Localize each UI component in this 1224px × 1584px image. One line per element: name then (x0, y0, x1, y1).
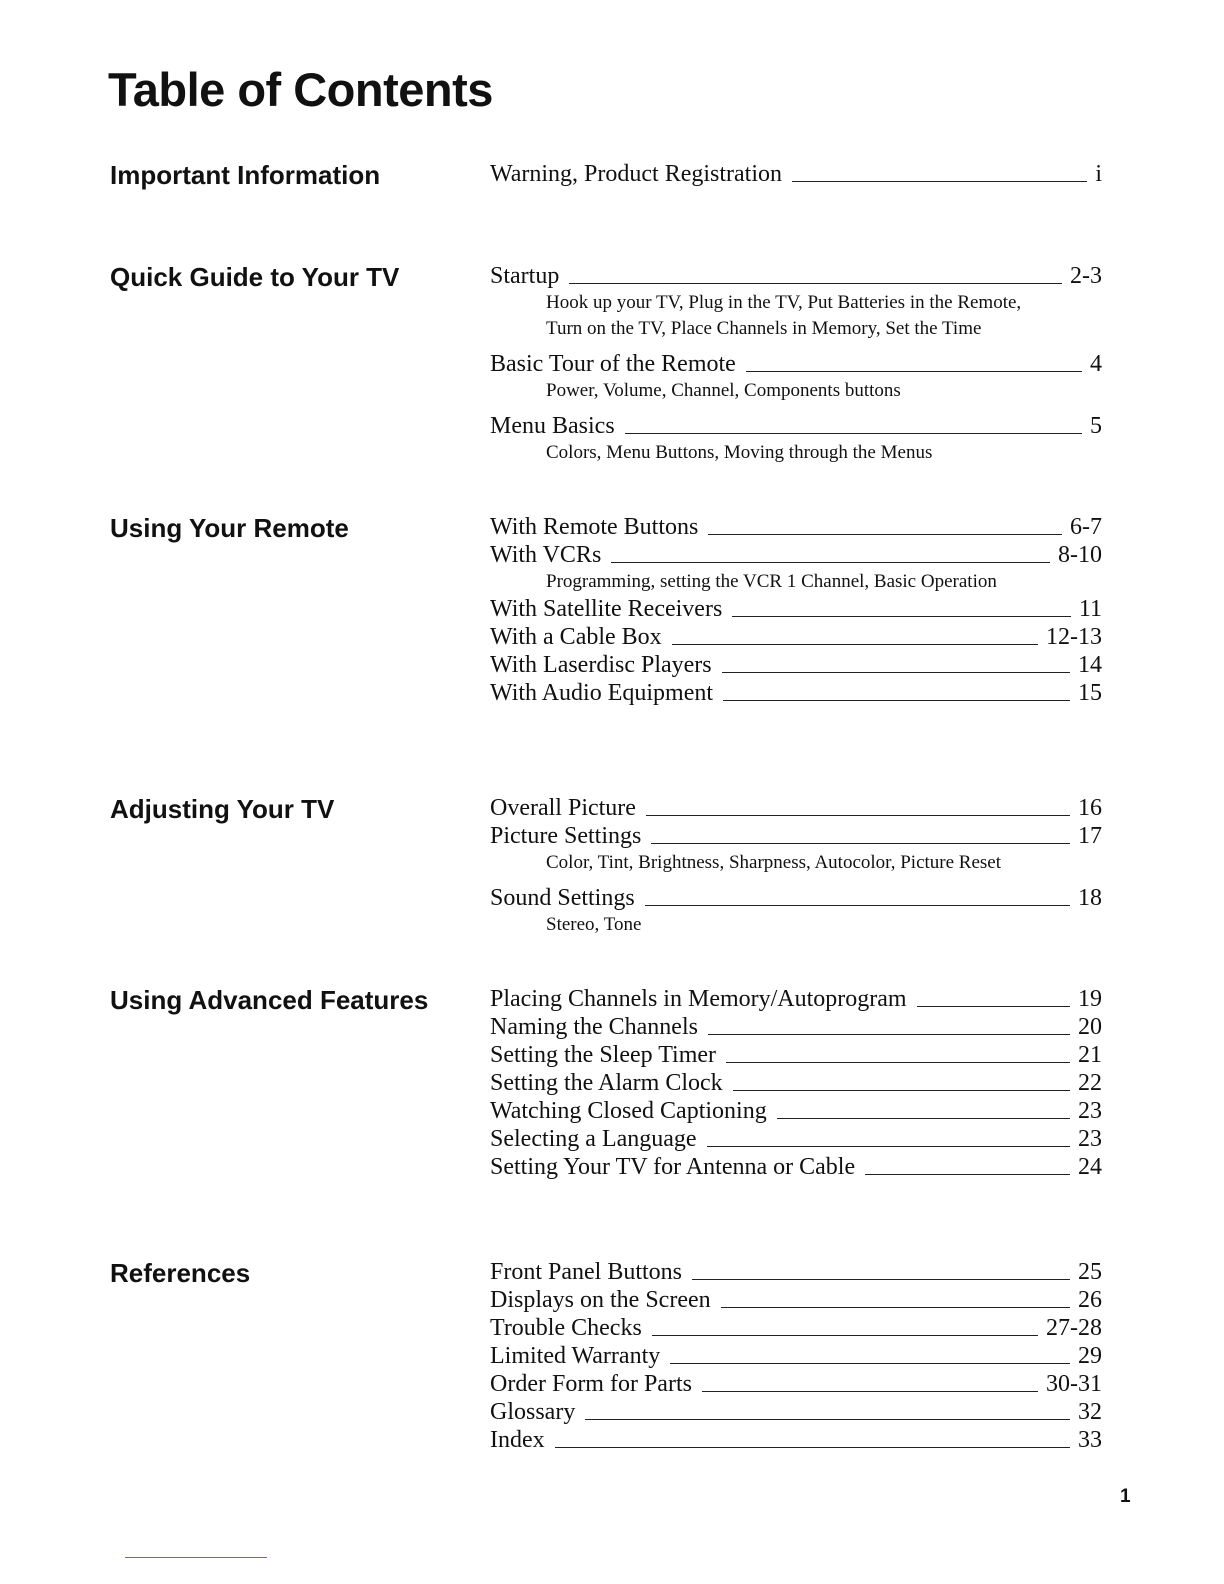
entry-page: 23 (1078, 1098, 1102, 1124)
entry-title: Selecting a Language (490, 1126, 697, 1152)
entry-page: 24 (1078, 1154, 1102, 1180)
section-heading: Adjusting Your TV (110, 794, 335, 824)
entry-title: With VCRs (490, 542, 602, 568)
toc-entry[interactable] (490, 541, 1102, 569)
toc-entry[interactable] (490, 262, 1102, 290)
dot-leader (707, 1146, 1070, 1147)
entry-title: Trouble Checks (490, 1315, 642, 1341)
toc-entry[interactable] (490, 513, 1102, 541)
entry-subtopics: Hook up your TV, Plug in the TV, Put Batteries in the Remote, (546, 292, 1022, 313)
entry-page: 22 (1078, 1070, 1102, 1096)
entry-title: Index (490, 1427, 545, 1453)
dot-leader (651, 843, 1070, 844)
toc-entry[interactable] (490, 1097, 1102, 1125)
section-entries (490, 160, 1102, 188)
toc-entry[interactable] (490, 623, 1102, 651)
dot-leader (555, 1447, 1070, 1448)
toc-entry[interactable] (490, 651, 1102, 679)
entry-title: Naming the Channels (490, 1014, 698, 1040)
toc-entry[interactable] (490, 1013, 1102, 1041)
page-number: 1 (1120, 1486, 1131, 1507)
toc-entry[interactable] (490, 1125, 1102, 1153)
entry-page: 2-3 (1070, 263, 1102, 289)
section-entries (490, 513, 1102, 707)
dot-leader (723, 700, 1070, 701)
dot-leader (585, 1419, 1070, 1420)
entry-title: With Audio Equipment (490, 680, 714, 706)
dot-leader (917, 1006, 1070, 1007)
entry-title: Setting Your TV for Antenna or Cable (490, 1154, 856, 1180)
dot-leader (708, 1034, 1070, 1035)
dot-leader (670, 1363, 1070, 1364)
entry-page: 4 (1090, 351, 1102, 377)
entry-title: Setting the Sleep Timer (490, 1042, 717, 1068)
toc-entry[interactable] (490, 1398, 1102, 1426)
section-heading: Important Information (110, 160, 381, 190)
toc-entry[interactable] (490, 884, 1102, 912)
entry-page: 17 (1078, 823, 1102, 849)
toc-entry[interactable] (490, 1426, 1102, 1454)
entry-subtopics: Stereo, Tone (546, 914, 642, 935)
entry-title: Picture Settings (490, 823, 642, 849)
toc-entry[interactable] (490, 1342, 1102, 1370)
entry-page: 20 (1078, 1014, 1102, 1040)
entry-title: With Remote Buttons (490, 514, 699, 540)
toc-entry[interactable] (490, 160, 1102, 188)
entry-page: 16 (1078, 795, 1102, 821)
entry-title: Basic Tour of the Remote (490, 351, 736, 377)
dot-leader (865, 1174, 1070, 1175)
entry-page: 27-28 (1046, 1315, 1102, 1341)
entry-title: Order Form for Parts (490, 1371, 692, 1397)
entry-title: Displays on the Screen (490, 1287, 711, 1313)
dot-leader (611, 562, 1050, 563)
dot-leader (702, 1391, 1038, 1392)
toc-entry[interactable] (490, 1286, 1102, 1314)
entry-page: 14 (1078, 652, 1102, 678)
dot-leader (625, 433, 1082, 434)
entry-subtopics: Turn on the TV, Place Channels in Memory, Set the Time (546, 318, 982, 339)
section-heading: References (110, 1258, 251, 1288)
page-title: Table of Contents (108, 63, 493, 116)
entry-title: Limited Warranty (490, 1343, 661, 1369)
entry-title: Watching Closed Captioning (490, 1098, 767, 1124)
entry-page: 26 (1078, 1287, 1102, 1313)
entry-page: 25 (1078, 1259, 1102, 1285)
entry-page: 12-13 (1046, 624, 1102, 650)
toc-entry[interactable] (490, 412, 1102, 440)
dot-leader (792, 181, 1087, 182)
entry-title: With a Cable Box (490, 624, 662, 650)
entry-page: 15 (1078, 680, 1102, 706)
entry-page: 29 (1078, 1343, 1102, 1369)
entry-page: 30-31 (1046, 1371, 1102, 1397)
dot-leader (692, 1279, 1070, 1280)
dot-leader (732, 616, 1071, 617)
entry-title: Front Panel Buttons (490, 1259, 683, 1285)
toc-entry[interactable] (490, 1258, 1102, 1286)
dot-leader (652, 1335, 1038, 1336)
toc-entry[interactable] (490, 985, 1102, 1013)
section-heading: Using Advanced Features (110, 985, 429, 1015)
entry-title: Overall Picture (490, 795, 636, 821)
dot-leader (721, 1307, 1070, 1308)
toc-entry[interactable] (490, 595, 1102, 623)
toc-entry[interactable] (490, 679, 1102, 707)
entry-title: Sound Settings (490, 885, 635, 911)
entry-page: 18 (1078, 885, 1102, 911)
entry-title: Setting the Alarm Clock (490, 1070, 723, 1096)
entry-title: With Laserdisc Players (490, 652, 712, 678)
dot-leader (777, 1118, 1070, 1119)
entry-title: Startup (490, 263, 560, 289)
dot-leader (722, 672, 1070, 673)
dot-leader (746, 371, 1082, 372)
toc-entry[interactable] (490, 1069, 1102, 1097)
section-entries (490, 794, 1102, 938)
section-heading: Quick Guide to Your TV (110, 262, 400, 292)
entry-title: Warning, Product Registration (490, 161, 783, 187)
dot-leader (726, 1062, 1070, 1063)
dot-leader (708, 534, 1062, 535)
toc-entry[interactable] (490, 794, 1102, 822)
entry-page: 5 (1090, 413, 1102, 439)
dot-leader (733, 1090, 1070, 1091)
entry-page: 8-10 (1058, 542, 1102, 568)
entry-subtopics: Colors, Menu Buttons, Moving through the Menus (546, 442, 933, 463)
section-entries (490, 985, 1102, 1181)
footer-rule (125, 1557, 267, 1558)
entry-subtopics: Power, Volume, Channel, Components buttons (546, 380, 901, 401)
dot-leader (646, 815, 1070, 816)
toc-entry[interactable] (490, 822, 1102, 850)
toc-entry[interactable] (490, 1041, 1102, 1069)
dot-leader (672, 644, 1038, 645)
entry-page: i (1095, 161, 1102, 187)
entry-page: 21 (1078, 1042, 1102, 1068)
entry-title: Placing Channels in Memory/Autoprogram (490, 986, 907, 1012)
section-entries (490, 262, 1102, 466)
toc-entry[interactable] (490, 1153, 1102, 1181)
entry-title: Menu Basics (490, 413, 615, 439)
toc-entry[interactable] (490, 1314, 1102, 1342)
entry-subtopics: Color, Tint, Brightness, Sharpness, Autocolor, Picture Reset (546, 852, 1002, 873)
entry-page: 23 (1078, 1126, 1102, 1152)
dot-leader (645, 905, 1070, 906)
dot-leader (569, 283, 1062, 284)
entry-title: With Satellite Receivers (490, 596, 723, 622)
entry-page: 11 (1078, 596, 1102, 622)
toc-entry[interactable] (490, 1370, 1102, 1398)
entry-page: 19 (1078, 986, 1102, 1012)
entry-page: 33 (1078, 1427, 1102, 1453)
entry-subtopics: Programming, setting the VCR 1 Channel, Basic Operation (546, 571, 997, 592)
section-heading: Using Your Remote (110, 513, 349, 543)
section-entries (490, 1258, 1102, 1454)
entry-page: 32 (1078, 1399, 1102, 1425)
entry-page: 6-7 (1070, 514, 1102, 540)
toc-entry[interactable] (490, 350, 1102, 378)
entry-title: Glossary (490, 1399, 576, 1425)
